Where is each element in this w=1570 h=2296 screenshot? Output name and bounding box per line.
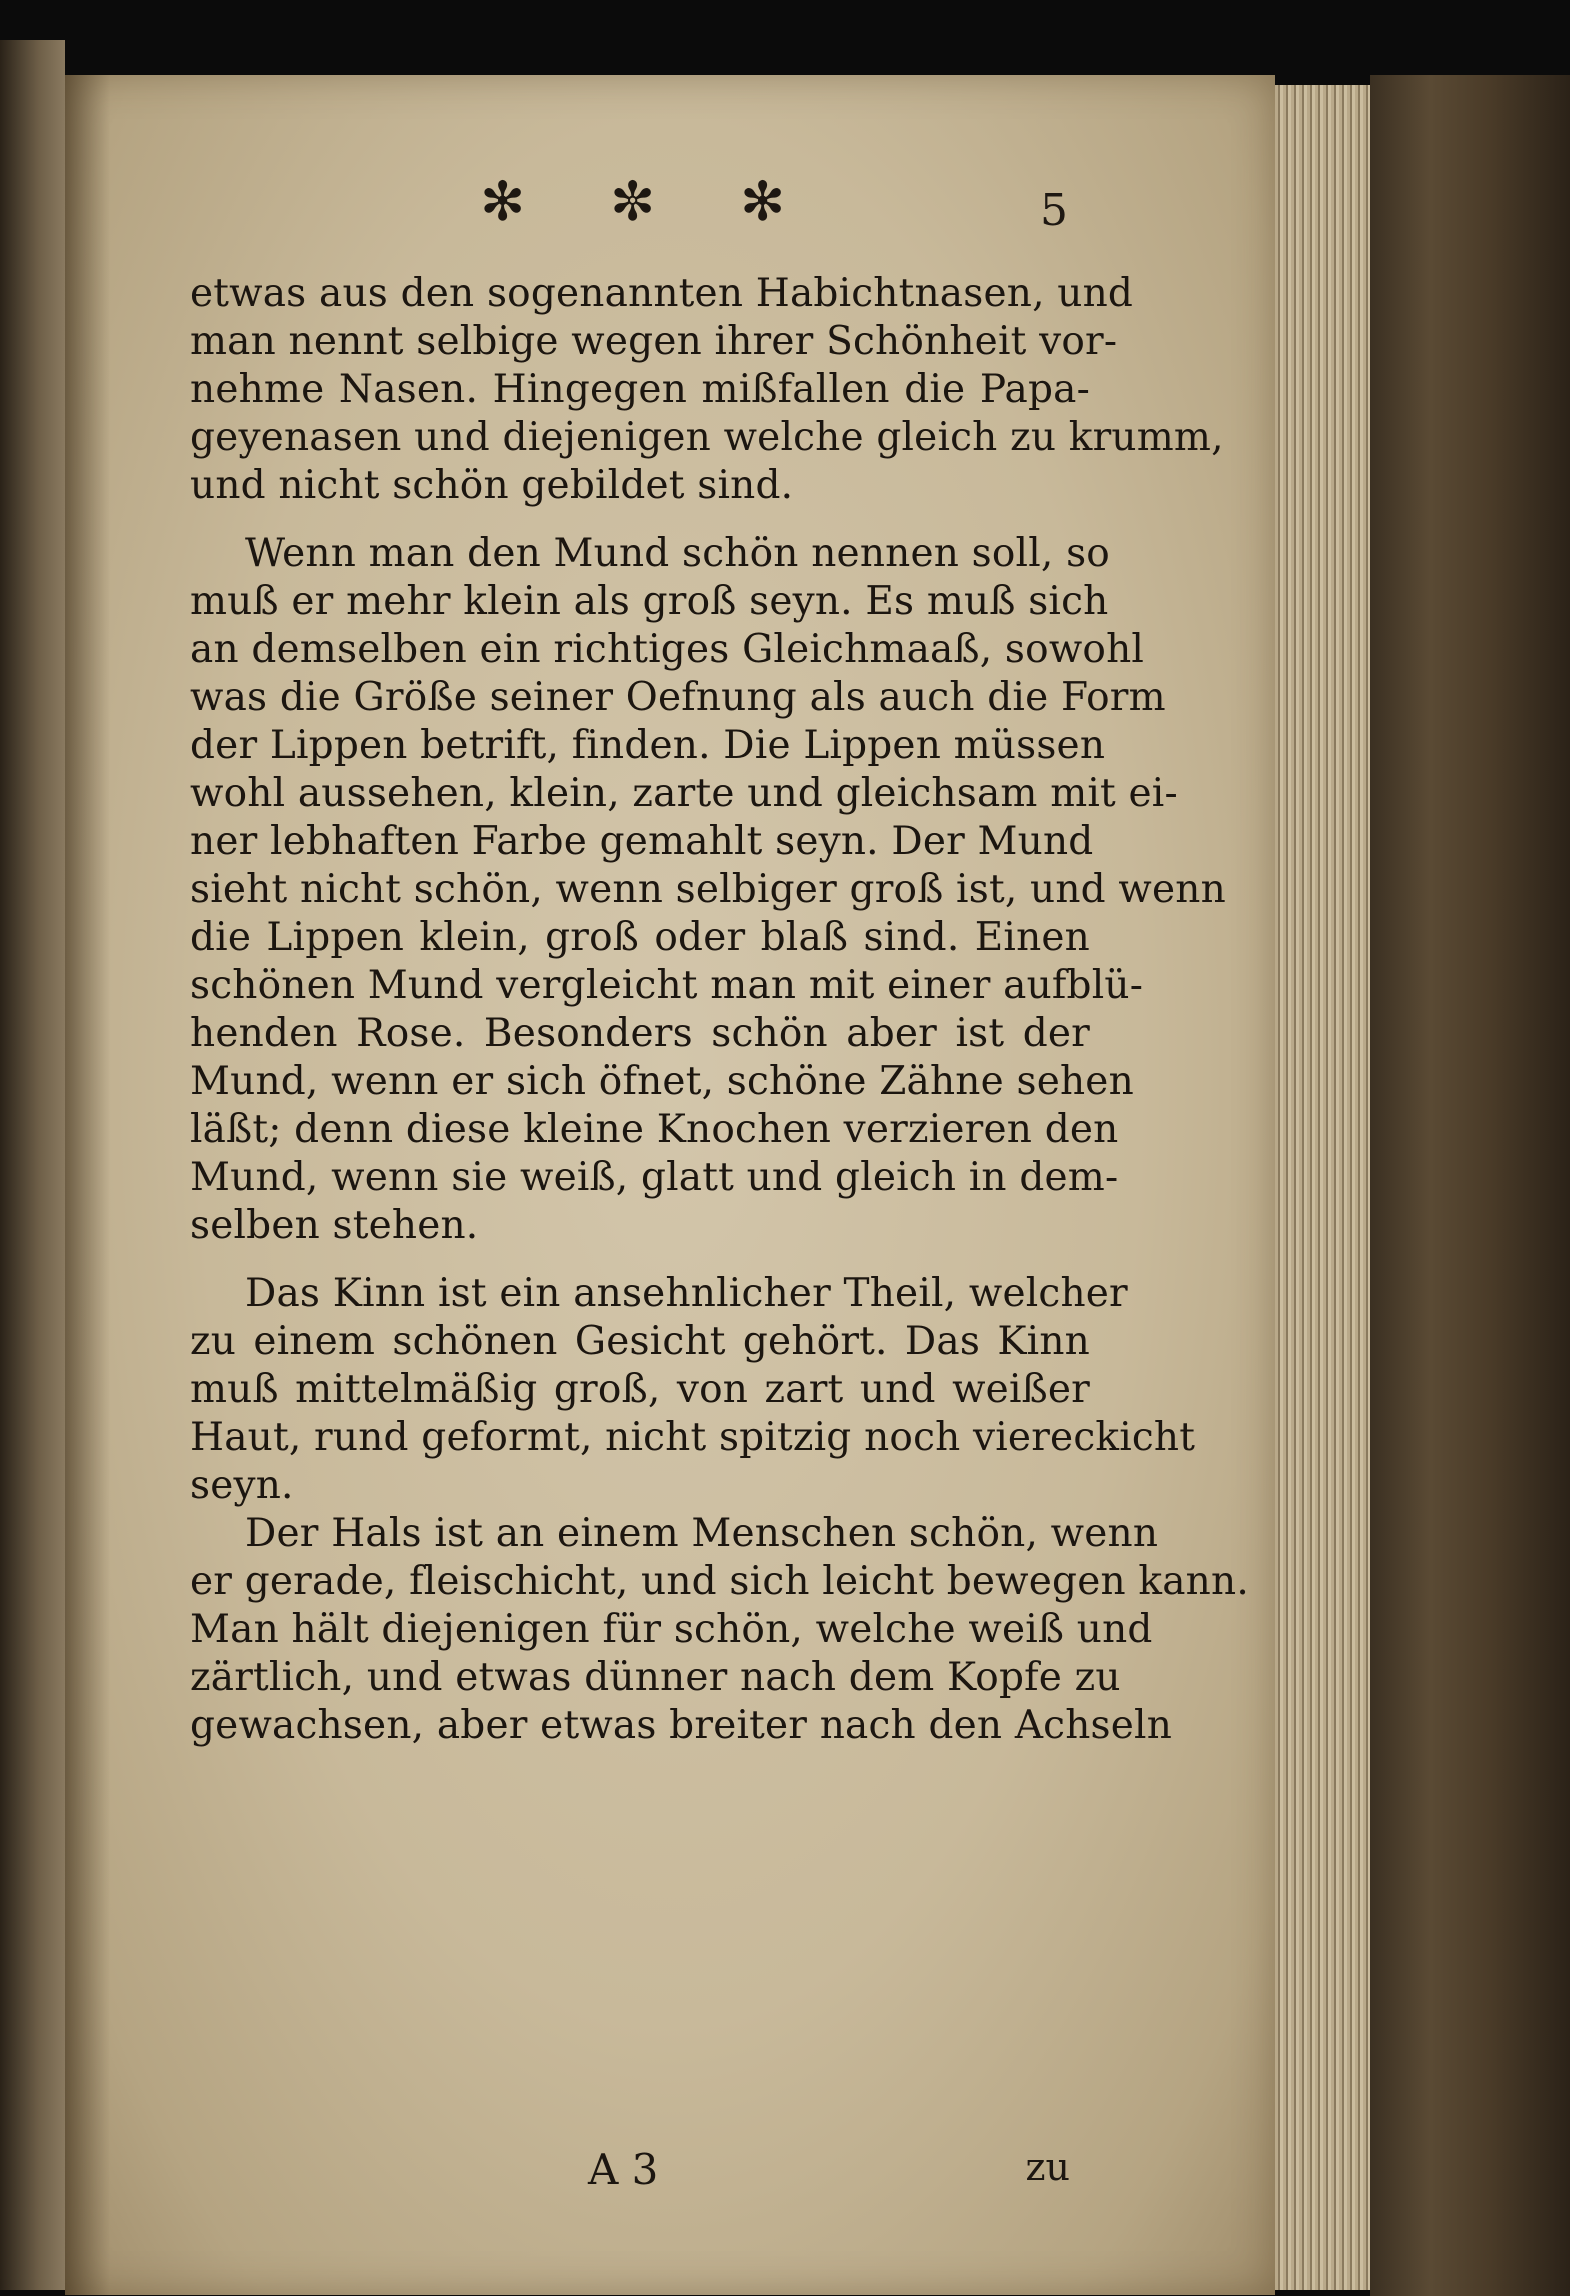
text-line: läßt; denn diese kleine Knochen verzieren den	[190, 1107, 1119, 1152]
text-line: Mund, wenn er sich öfnet, schöne Zähne sehen	[190, 1059, 1134, 1104]
text-line: zu einem schönen Gesicht gehört. Das Kinn	[190, 1319, 1090, 1364]
page-edges	[1275, 85, 1370, 2290]
paragraph	[190, 270, 1224, 510]
page-header	[480, 170, 1080, 255]
signature-mark: A 3	[588, 2145, 659, 2194]
ornament-icon: ✻	[480, 170, 526, 233]
text-line: henden Rose. Besonders schön aber ist der	[190, 1011, 1090, 1056]
text-line: schönen Mund vergleicht man mit einer aufblü-	[190, 963, 1144, 1008]
text-line: seyn.	[190, 1463, 294, 1508]
facing-page-edge	[0, 40, 65, 2290]
paragraph	[190, 530, 1226, 1250]
ornament-icon: ✻	[740, 170, 786, 233]
text-line: und nicht schön gebildet sind.	[190, 463, 794, 508]
text-line: Haut, rund geformt, nicht spitzig noch viereckicht	[190, 1415, 1196, 1460]
text-line: selben stehen.	[190, 1203, 479, 1248]
catchword: zu	[1025, 2145, 1070, 2189]
text-line: nehme Nasen. Hingegen mißfallen die Papa-	[190, 367, 1090, 412]
text-line: etwas aus den sogenannten Habichtnasen, und	[190, 271, 1134, 316]
text-line: was die Größe seiner Oefnung als auch die Form	[190, 675, 1166, 720]
page-footer	[190, 2145, 1090, 2205]
page-number: 5	[1040, 185, 1068, 236]
paragraph	[190, 1270, 1196, 1510]
text-line: er gerade, fleischicht, und sich leicht bewegen kann.	[190, 1559, 1249, 1604]
ornament-icon: ✼	[610, 170, 656, 233]
text-line: die Lippen klein, groß oder blaß sind. Einen	[190, 915, 1090, 960]
text-line: gewachsen, aber etwas breiter nach den Achseln	[190, 1703, 1173, 1748]
text-line: muß mittelmäßig groß, von zart und weißer	[190, 1367, 1090, 1412]
page-gutter-shadow	[65, 75, 110, 2295]
paragraph	[190, 1510, 1249, 1750]
text-line: Mund, wenn sie weiß, glatt und gleich in dem-	[190, 1155, 1119, 1200]
text-line: ner lebhaften Farbe gemahlt seyn. Der Mund	[190, 819, 1094, 864]
text-line: Der Hals ist an einem Menschen schön, wenn	[245, 1511, 1159, 1556]
text-line: sieht nicht schön, wenn selbiger groß ist, und wenn	[190, 867, 1226, 912]
text-line: Wenn man den Mund schön nennen soll, so	[245, 531, 1110, 576]
text-line: muß er mehr klein als groß seyn. Es muß sich	[190, 579, 1109, 624]
text-line: Das Kinn ist ein ansehnlicher Theil, welcher	[245, 1271, 1128, 1316]
book-cover-edge	[1370, 75, 1570, 2296]
text-line: an demselben ein richtiges Gleichmaaß, sowohl	[190, 627, 1145, 672]
text-line: geyenasen und diejenigen welche gleich zu krumm,	[190, 415, 1224, 460]
text-line: man nennt selbige wegen ihrer Schönheit vor-	[190, 319, 1118, 364]
text-line: wohl aussehen, klein, zarte und gleichsam mit ei-	[190, 771, 1178, 816]
text-line: der Lippen betrift, finden. Die Lippen müssen	[190, 723, 1106, 768]
body-text	[190, 270, 1249, 1750]
text-line: Man hält diejenigen für schön, welche weiß und	[190, 1607, 1153, 1652]
text-line: zärtlich, und etwas dünner nach dem Kopfe zu	[190, 1655, 1121, 1700]
